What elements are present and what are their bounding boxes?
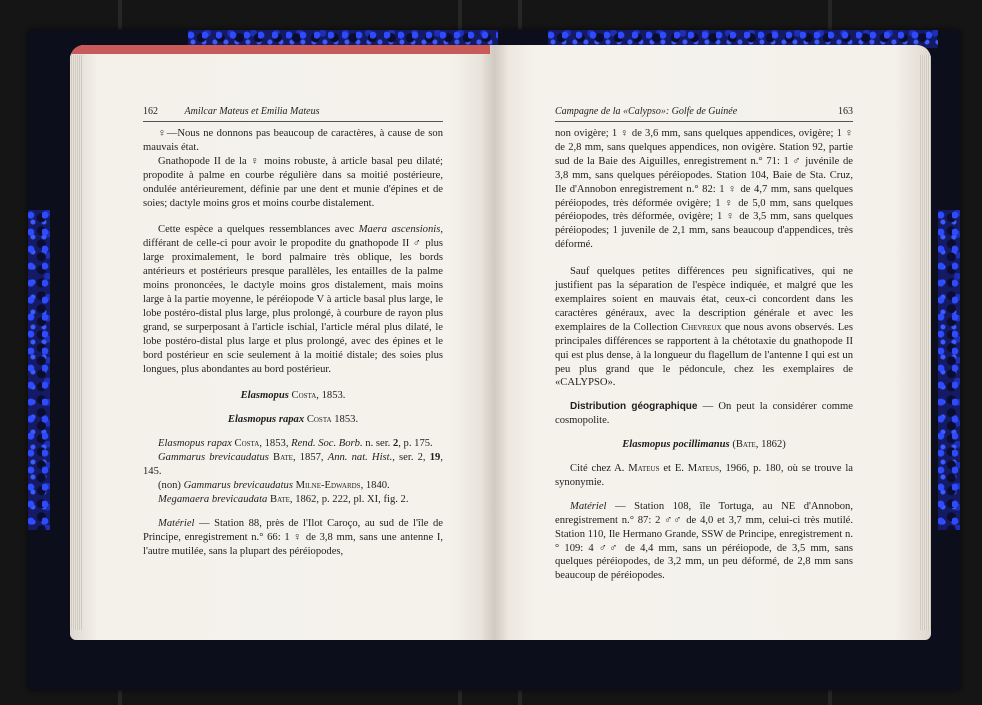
left-running-head	[143, 105, 443, 119]
synonymy-entry: Megamaera brevicaudata Bate, 1862, p. 222, pl. XI, fig. 2.	[158, 493, 409, 505]
paragraph: non ovigère; 1 ♀ de 3,6 mm, sans quelques appendices, ovigère; 1 ♀ de 2,8 mm, sans quelques appendices, non ovigère. Station 92, partie sud de la Baie des Aiguilles, enregistrement n.° 71: 1 ♂ juvénile de 3,8 mm, sans quelques péréiopodes. Station 104, Baie de Sta. Cruz, Ile d'Annobon enregistrement n.° 82: 1 ♀ de 4,7 mm, sans quelques péréiopodes, très déformée ovigère; 1 ♀ de 5,0 mm, sans quelques péréiopodes, très déformée, ovigère; 1 ♀ de 3,5 mm, sans quelques péréiopodes; 1 juvenile de 2,1 mm, sans beaucoup d'appendices, très déformé.	[555, 128, 853, 251]
material-label: Matériel	[158, 517, 195, 529]
marbled-endpaper	[28, 210, 50, 530]
material-label: Matériel	[570, 500, 607, 512]
distribution-paragraph: Distribution géographique — On peut la considérer comme cosmopolite.	[555, 401, 853, 427]
citation-paragraph: Cité chez A. Mateus et E. Mateus, 1966, p. 180, où se trouve la synonymie.	[555, 463, 853, 488]
header-rule	[555, 121, 853, 122]
right-running-head	[555, 105, 853, 119]
page-stack-edge	[919, 55, 931, 630]
paragraph: ♀—Nous ne donnons pas beaucoup de caractères, à cause de son mauvais état.	[143, 128, 443, 153]
running-head-title: Campagne de la «Calypso»: Golfe de Guinée	[555, 106, 738, 117]
paragraph: Cette espèce a quelques ressemblances avec Maera ascensionis, différant de celle-ci pour avoir le propodite du gnathopode II ♂ plus large proximalement, le bord palmaire très oblique, les bords antérieurs et postérieurs presque parallèles, les entailles de la palme moins prononcées, le dactyle moins gros distalement, mais moins large à la partie moyenne, le péréiopode V à article basal plus large, le lobe postéro-distal plus large, plus prolongé, à courbure de rayon plus grand, se surperposant à l'article ischial, l'article méral plus dilaté, le lobe postéro-distal plus large et plus prolongé, avec des épines et le bord postérieur en scie seulement à la moitié distale; des soies plus longues, plus abondantes au bord postérieur.	[143, 224, 443, 375]
red-page-edge	[70, 45, 490, 54]
page-number: 163	[838, 106, 853, 117]
distribution-label: Distribution géographique	[570, 401, 698, 413]
synonymy-entry: (non) Gammarus brevicaudatus Milne-Edwards, 1840.	[158, 479, 390, 491]
paragraph: Sauf quelques petites différences peu significatives, qui ne justifient pas la séparation de l'espèce indiquée, et malgré que les exemplaires soient en mauvais état, ceux-ci concordent dans les caractères généraux, avec la description générale et avec les exemplaires de la Collection Chevreux que nous avons observés. Les principales différences se rapportent à la chétotaxie du gnathopode II qui est plus dense, à la longueur du flagellum de l'antenne I qui est un peu plus grand que le pédoncule, chez les exemplaires de «CALYPSO».	[555, 266, 853, 389]
species-heading: Elasmopus pocillimanus (Bate, 1862)	[622, 439, 786, 451]
paragraph: Gnathopode II de la ♀ moins robuste, à article basal peu dilaté; propodite à palme en courbe régulière dans sa moitié postérieure, ondulée antérieurement, définie par une dent et munie d'épines et de soies; dactyle moins gros et moins courbe distalement.	[143, 155, 443, 209]
material-paragraph: Matériel — Station 88, près de l'Ilot Caroço, au sud de l'île de Principe, enregistrement n.° 66: 1 ♀ de 3,8 mm, sans une antenne I, l'autre mutilée, sans la plupart des péréiopodes,	[143, 517, 443, 557]
header-rule	[143, 121, 443, 122]
running-head-authors: Amilcar Mateus et Emilia Mateus	[184, 106, 320, 117]
page-number: 162	[143, 106, 158, 117]
right-text-column	[555, 127, 853, 583]
species-heading: Elasmopus rapax Costa 1853.	[227, 414, 359, 426]
marbled-endpaper	[938, 210, 960, 530]
genus-heading: Elasmopus Costa, 1853.	[240, 390, 346, 402]
page-stack-edge	[70, 55, 82, 630]
material-paragraph: Matériel — Station 108, île Tortuga, au NE d'Annobon, enregistrement n.° 87: 2 ♂♂ de 4,0 et 3,7 mm, celui-ci très mutilé. Station 110, Ile Hermano Grande, SSW de Principe, enregistrement n.° 109: 4 ♂♂ de 4,4 mm, sans un péréiopode, de 3,5 mm, sans quelques péréiopodes, de 3,2 mm, un peu déformé, de 2,8 mm sans beaucoup de péréiopodes.	[555, 500, 853, 582]
synonymy-entry: Elasmopus rapax Costa, 1853, Rend. Soc. Borb. n. ser. 2, p. 175.	[158, 438, 433, 450]
left-text-column	[143, 127, 443, 558]
taxon-name: Maera ascensionis,	[358, 224, 443, 236]
synonymy-entry: Gammarus brevicaudatus Bate, 1857, Ann. nat. Hist., ser. 2, 19, 145.	[143, 452, 443, 478]
